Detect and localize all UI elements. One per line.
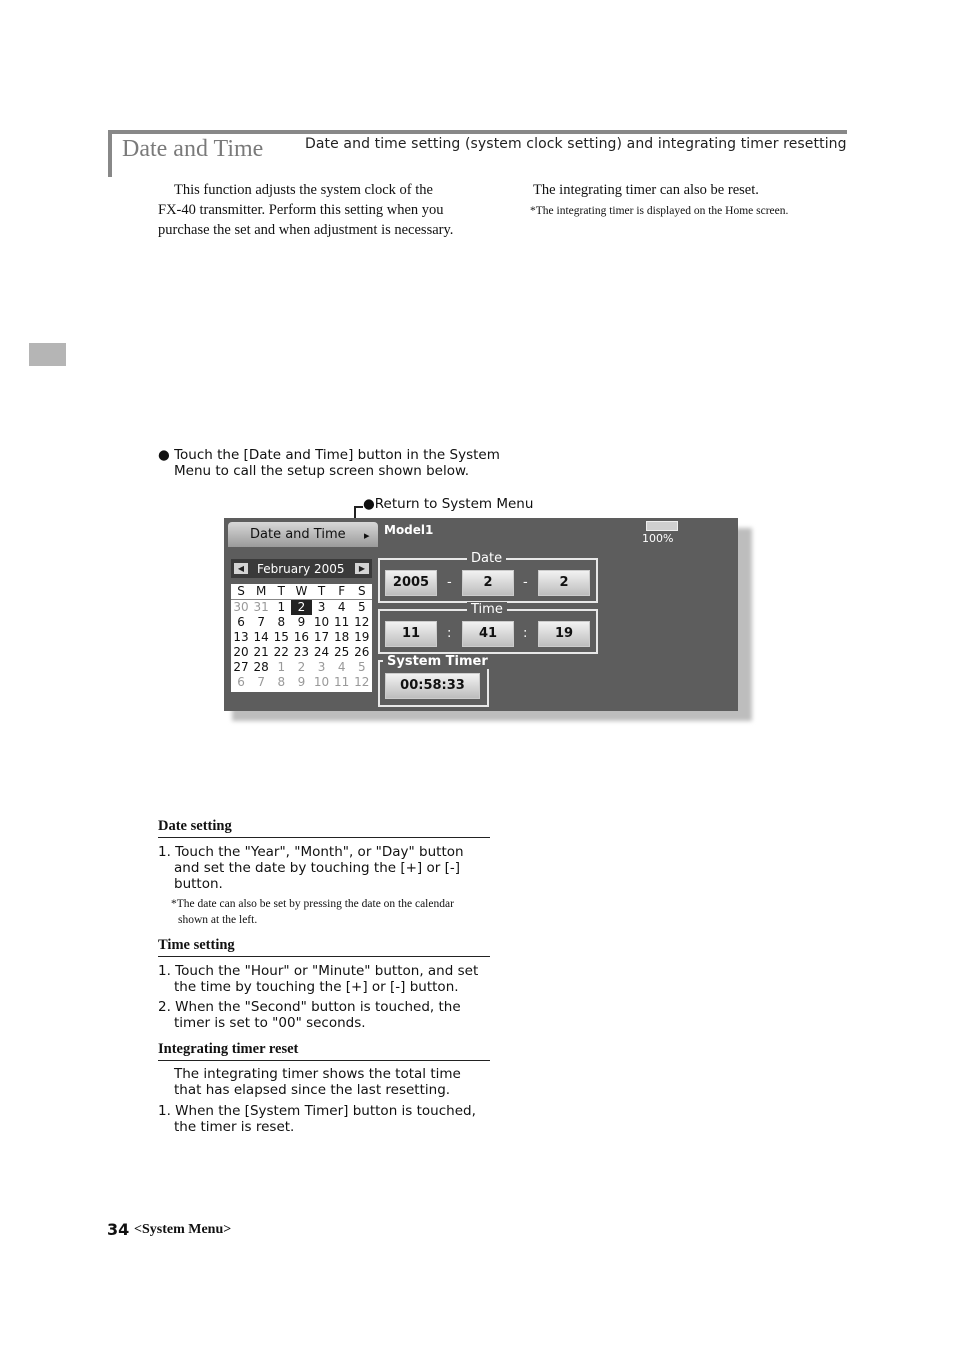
page-subtitle: Date and time setting (system clock setting) and integrating timer resetting: [305, 136, 847, 152]
calendar-day[interactable]: 13: [233, 630, 249, 644]
calendar-day[interactable]: 9: [297, 615, 306, 629]
calendar-day[interactable]: 25: [334, 645, 350, 659]
page-number: 34: [107, 1220, 130, 1239]
calendar-day[interactable]: 21: [253, 645, 269, 659]
side-tab-marker: [29, 343, 66, 366]
calendar-day[interactable]: 28: [253, 660, 269, 674]
year-button[interactable]: 2005: [385, 570, 437, 596]
calendar-day[interactable]: 24: [313, 645, 330, 659]
system-timer-label: System Timer: [383, 654, 492, 669]
month-button[interactable]: 2: [462, 570, 514, 596]
intro-note: *The integrating timer is displayed on the Home screen.: [530, 205, 789, 217]
step-line: 1. Touch the "Year", "Month", or "Day" button: [158, 844, 464, 860]
battery-icon: [646, 521, 678, 531]
calendar-week: [231, 675, 372, 690]
callout-line: [354, 506, 363, 508]
calendar-day[interactable]: 26: [354, 645, 370, 659]
time-step-1: [158, 963, 490, 995]
instruction-bullet: [158, 447, 528, 479]
step-line: button.: [174, 876, 223, 892]
day-button[interactable]: 2: [538, 570, 590, 596]
calendar-day[interactable]: 4: [337, 660, 346, 674]
intro-right-text: The integrating timer can also be reset.: [533, 182, 759, 198]
time-step-2: [158, 999, 490, 1031]
step-line: 1. Touch the "Hour" or "Minute" button, and set: [158, 963, 479, 979]
note-line: shown at the left.: [178, 914, 258, 926]
calendar-grid: [231, 584, 372, 692]
timer-reset-heading: Integrating timer reset: [158, 1041, 490, 1061]
date-group-label: Date: [467, 551, 506, 566]
calendar-day[interactable]: 9: [297, 675, 306, 689]
calendar-day[interactable]: 12: [354, 675, 370, 689]
calendar-day[interactable]: 8: [277, 675, 286, 689]
weekday: W: [295, 584, 308, 598]
calendar-day[interactable]: 6: [237, 675, 245, 689]
calendar-day[interactable]: 10: [313, 675, 330, 689]
calendar-day[interactable]: 15: [273, 630, 289, 644]
time-separator: :: [523, 626, 528, 641]
header-rule-top: [108, 130, 847, 134]
model-name: Model1: [384, 523, 434, 537]
weekday: M: [256, 584, 267, 598]
calendar-day[interactable]: 23: [293, 645, 310, 659]
return-tab-button[interactable]: [228, 522, 378, 547]
page-title: Date and Time: [122, 136, 264, 162]
intro-paragraph: [158, 180, 490, 240]
return-callout: ●Return to System Menu: [363, 496, 534, 512]
time-setting-heading: Time setting: [158, 937, 490, 957]
calendar-day[interactable]: 7: [257, 615, 265, 629]
weekday: T: [277, 584, 285, 598]
calendar-day[interactable]: 3: [317, 600, 326, 614]
calendar-day[interactable]: 18: [334, 630, 350, 644]
date-separator: -: [523, 575, 528, 590]
calendar-day[interactable]: 14: [253, 630, 269, 644]
calendar-day[interactable]: 10: [313, 615, 330, 629]
calendar-day[interactable]: 8: [277, 615, 286, 629]
header-rule-left: [108, 130, 112, 177]
calendar-day[interactable]: 7: [257, 675, 265, 689]
next-month-button[interactable]: ▶: [355, 563, 369, 574]
calendar-day[interactable]: 2: [297, 660, 306, 674]
calendar-day[interactable]: 6: [237, 615, 245, 629]
calendar-day[interactable]: 16: [293, 630, 310, 644]
calendar-day[interactable]: 22: [273, 645, 289, 659]
speaker-icon: ▸: [364, 529, 370, 542]
intro-line: This function adjusts the system clock of the: [174, 182, 433, 198]
calendar-day[interactable]: 5: [357, 600, 366, 614]
calendar-day[interactable]: 3: [317, 660, 326, 674]
calendar-day[interactable]: 12: [354, 615, 370, 629]
calendar-day[interactable]: 4: [337, 600, 346, 614]
calendar-day[interactable]: 31: [253, 600, 269, 614]
weekday: S: [237, 584, 245, 598]
hour-button[interactable]: 11: [385, 621, 437, 647]
step-line: timer is set to "00" seconds.: [174, 1015, 366, 1031]
tab-label: Date and Time: [250, 527, 346, 542]
prev-month-button[interactable]: ◀: [234, 563, 248, 574]
calendar-day[interactable]: 5: [357, 660, 366, 674]
para-line: The integrating timer shows the total time: [174, 1066, 461, 1082]
weekday: T: [317, 584, 326, 598]
instruction-line: Menu to call the setup screen shown below.: [174, 463, 470, 479]
weekday: F: [338, 584, 346, 598]
step-line: and set the date by touching the [+] or [-]: [174, 860, 460, 876]
second-button[interactable]: 19: [538, 621, 590, 647]
calendar-month: February 2005: [257, 562, 345, 576]
calendar-day[interactable]: 27: [233, 660, 249, 674]
date-step-1: [158, 844, 506, 892]
note-line: *The date can also be set by pressing the date on the calendar: [171, 898, 454, 910]
calendar-week: [231, 645, 372, 660]
para-line: that has elapsed since the last resetting.: [174, 1082, 451, 1098]
timer-paragraph: [158, 1066, 490, 1098]
time-separator: :: [447, 626, 452, 641]
footer-section: <System Menu>: [134, 1222, 232, 1237]
setup-screen: [224, 518, 738, 711]
date-setting-heading: Date setting: [158, 818, 490, 838]
date-note: [171, 896, 490, 928]
step-line: the timer is reset.: [174, 1119, 295, 1135]
step-line: 1. When the [System Timer] button is touched,: [158, 1103, 476, 1119]
battery-level: 100%: [642, 532, 674, 545]
calendar-week: [231, 615, 372, 630]
weekday: S: [358, 584, 366, 598]
calendar-week: [231, 660, 372, 675]
step-line: 2. When the "Second" button is touched, the: [158, 999, 461, 1015]
calendar-day[interactable]: 11: [334, 675, 350, 689]
calendar-day[interactable]: 20: [233, 645, 249, 659]
weekday-row: [231, 584, 372, 600]
calendar-week: [231, 600, 372, 615]
calendar-week: [231, 630, 372, 645]
date-separator: -: [447, 575, 452, 590]
calendar-day[interactable]: 11: [334, 615, 350, 629]
time-group-label: Time: [467, 602, 507, 617]
timer-step-1: [158, 1103, 490, 1135]
intro-line: FX-40 transmitter. Perform this setting when you: [158, 202, 444, 218]
minute-button[interactable]: 41: [462, 621, 514, 647]
calendar-day[interactable]: 1: [277, 600, 286, 614]
calendar-day[interactable]: 19: [354, 630, 370, 644]
calendar-day[interactable]: 1: [277, 660, 286, 674]
calendar-day-selected[interactable]: 2: [291, 600, 311, 615]
intro-line: purchase the set and when adjustment is necessary.: [158, 222, 454, 238]
calendar-day[interactable]: 30: [233, 600, 249, 614]
instruction-line: ● Touch the [Date and Time] button in the System: [158, 447, 500, 463]
calendar-day[interactable]: 17: [313, 630, 330, 644]
step-line: the time by touching the [+] or [-] button.: [174, 979, 459, 995]
system-timer-button[interactable]: 00:58:33: [385, 673, 480, 699]
calendar-header: [231, 559, 372, 578]
